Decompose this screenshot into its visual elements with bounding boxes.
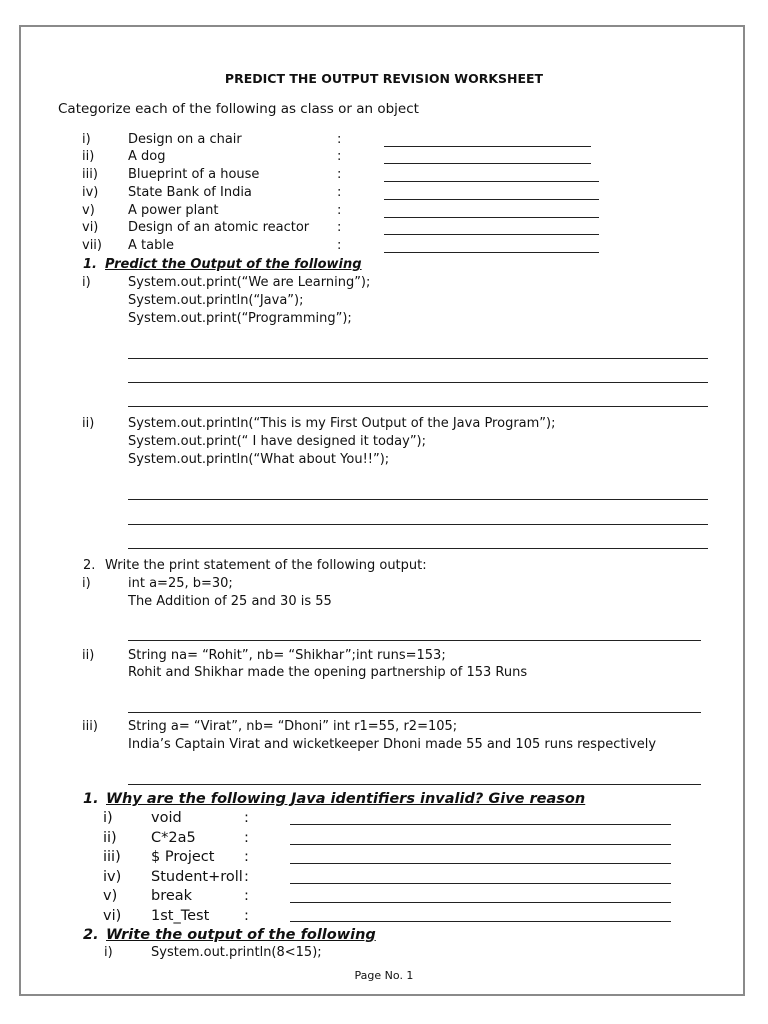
section-heading: Why are the following Java identifiers invalid? Give reason [106,791,586,807]
list-item-text: A table [128,238,174,253]
answer-line[interactable] [290,824,671,825]
identifier-text: 1st_Test [151,908,210,924]
page-number: Page No. 1 [354,969,414,982]
list-item-num: iv) [103,869,122,885]
answer-line[interactable] [290,844,671,845]
list-item-num: v) [103,888,118,904]
answer-line[interactable] [384,217,599,218]
list-item-colon: : [337,167,342,182]
question-num: ii) [82,416,95,431]
list-item-colon: : [337,238,342,253]
answer-line[interactable] [128,640,701,641]
question-num: i) [104,945,113,960]
list-item-colon: : [244,830,249,846]
answer-line[interactable] [128,524,708,525]
code-line: System.out.print(“We are Learning”); [128,275,371,290]
code-line: int a=25, b=30; [128,576,233,591]
list-item-num: ii) [82,149,95,164]
answer-line[interactable] [290,883,671,884]
section-heading: Write the print statement of the following output: [105,558,427,573]
section-number: 2. [83,558,96,573]
identifier-text: void [151,810,182,826]
code-line: String a= “Virat”, nb= “Dhoni” int r1=55, r2=105; [128,719,458,734]
answer-line[interactable] [290,921,671,922]
list-item-colon: : [337,185,342,200]
list-item-text: Design of an atomic reactor [128,220,310,235]
code-line: System.out.println(“Java”); [128,293,304,308]
code-line: System.out.print(“ I have designed it today”); [128,434,427,449]
code-line: System.out.println(“This is my First Output of the Java Program”); [128,416,556,431]
output-line: Rohit and Shikhar made the opening partnership of 153 Runs [128,665,528,680]
answer-line[interactable] [128,406,708,407]
output-line: The Addition of 25 and 30 is 55 [128,594,332,609]
intro-text: Categorize each of the following as class or an object [58,101,419,117]
answer-line[interactable] [384,163,591,164]
list-item-colon: : [244,888,249,904]
answer-line[interactable] [128,784,701,785]
answer-line[interactable] [128,712,701,713]
section-number: 2. [83,927,99,943]
list-item-colon: : [244,908,249,924]
code-line: System.out.print(“Programming”); [128,311,352,326]
list-item-colon: : [337,132,342,147]
list-item-colon: : [337,220,342,235]
output-line: India’s Captain Virat and wicketkeeper Dhoni made 55 and 105 runs respectively [128,737,657,752]
list-item-num: i) [103,810,113,826]
list-item-colon: : [244,810,249,826]
answer-line[interactable] [290,902,671,903]
identifier-text: $ Project [151,849,215,865]
answer-line[interactable] [290,863,671,864]
list-item-colon: : [337,149,342,164]
list-item-colon: : [244,869,249,885]
identifier-text: break [151,888,193,904]
list-item-text: Design on a chair [128,132,242,147]
code-line: System.out.println(“What about You!!”); [128,452,390,467]
answer-line[interactable] [384,234,599,235]
answer-line[interactable] [384,252,599,253]
identifier-text: Student+roll [151,869,243,885]
list-item-num: v) [82,203,95,218]
answer-line[interactable] [128,548,708,549]
list-item-num: iv) [82,185,99,200]
answer-line[interactable] [128,382,708,383]
question-num: ii) [82,648,95,663]
question-num: i) [82,275,91,290]
question-num: iii) [82,719,98,734]
identifier-text: C*2a5 [151,830,196,846]
list-item-text: A power plant [128,203,219,218]
list-item-text: A dog [128,149,166,164]
section-number: 1. [83,257,97,272]
list-item-num: ii) [103,830,117,846]
code-line: System.out.println(8<15); [151,945,322,960]
worksheet-title: PREDICT THE OUTPUT REVISION WORKSHEET [224,71,544,86]
list-item-num: vi) [82,220,99,235]
question-num: i) [82,576,91,591]
answer-line[interactable] [128,499,708,500]
section-heading: Predict the Output of the following [105,257,362,272]
list-item-num: vi) [103,908,122,924]
answer-line[interactable] [128,358,708,359]
list-item-text: State Bank of India [128,185,252,200]
answer-line[interactable] [384,146,591,147]
list-item-num: i) [82,132,91,147]
list-item-colon: : [337,203,342,218]
list-item-num: iii) [103,849,121,865]
list-item-text: Blueprint of a house [128,167,260,182]
code-line: String na= “Rohit”, nb= “Shikhar”;int runs=153; [128,648,446,663]
section-number: 1. [83,791,99,807]
section-heading: Write the output of the following [106,927,376,943]
list-item-num: vii) [82,238,102,253]
list-item-num: iii) [82,167,98,182]
list-item-colon: : [244,849,249,865]
answer-line[interactable] [384,199,599,200]
answer-line[interactable] [384,181,599,182]
